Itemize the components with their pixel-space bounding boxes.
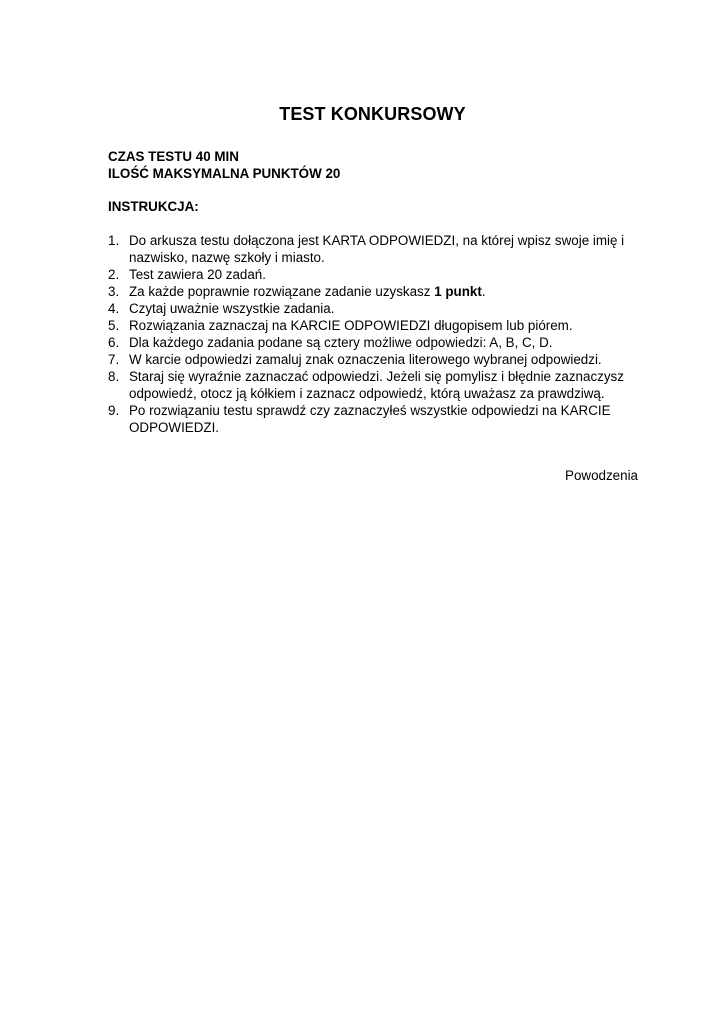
max-points-label: ILOŚĆ MAKSYMALNA PUNKTÓW 20 (108, 166, 341, 181)
instruction-item (108, 300, 648, 317)
instruction-item (108, 334, 648, 351)
instruction-item (108, 351, 648, 368)
instruction-text: Czytaj uważnie wszystkie zadania. (129, 301, 335, 316)
closing-text: Powodzenia (565, 468, 638, 483)
instruction-item (108, 368, 648, 402)
document-title: TEST KONKURSOWY (279, 104, 466, 124)
instruction-item (108, 317, 648, 334)
instruction-text: W karcie odpowiedzi zamaluj znak oznaczenia literowego wybranej odpowiedzi. (129, 352, 602, 367)
instruction-bold-points: 1 punkt (434, 284, 482, 299)
instruction-number: 1. (108, 233, 120, 248)
instruction-number: 2. (108, 267, 120, 282)
instruction-item (108, 283, 648, 300)
instruction-text: Test zawiera 20 zadań. (129, 267, 266, 282)
instruction-text: Po rozwiązaniu testu sprawdź czy zaznaczyłeś wszystkie odpowiedzi na KARCIE ODPOWIEDZI. (129, 403, 611, 435)
instruction-number: 9. (108, 403, 120, 418)
instruction-item (108, 402, 648, 436)
instruction-number: 4. (108, 301, 120, 316)
instruction-text-after: . (481, 284, 486, 299)
instruction-number: 7. (108, 352, 120, 367)
instruction-text: Staraj się wyraźnie zaznaczać odpowiedzi. Jeżeli się pomylisz i błędnie zaznaczysz odpowiedź, otocz ją kółkiem i zaznacz odpowiedź, którą uważasz za prawdziwą. (129, 369, 624, 401)
instruction-text: Dla każdego zadania podane są cztery możliwe odpowiedzi: A, B, C, D. (129, 335, 553, 350)
instruction-number: 6. (108, 335, 120, 350)
instruction-text-before: Za każde poprawnie rozwiązane zadanie uzyskasz (129, 284, 435, 299)
instruction-number: 8. (108, 369, 120, 384)
instruction-item (108, 232, 648, 266)
instruction-number: 3. (108, 284, 120, 299)
instruction-heading: INSTRUKCJA: (108, 199, 199, 214)
instruction-number: 5. (108, 318, 120, 333)
instruction-item (108, 266, 648, 283)
instruction-text: Rozwiązania zaznaczaj na KARCIE ODPOWIEDZI długopisem lub piórem. (129, 318, 573, 333)
test-time-label: CZAS TESTU 40 MIN (108, 149, 239, 164)
instruction-text: Do arkusza testu dołączona jest KARTA ODPOWIEDZI, na której wpisz swoje imię i nazwisko, nazwę szkoły i miasto. (129, 233, 625, 265)
instruction-list (108, 232, 648, 436)
